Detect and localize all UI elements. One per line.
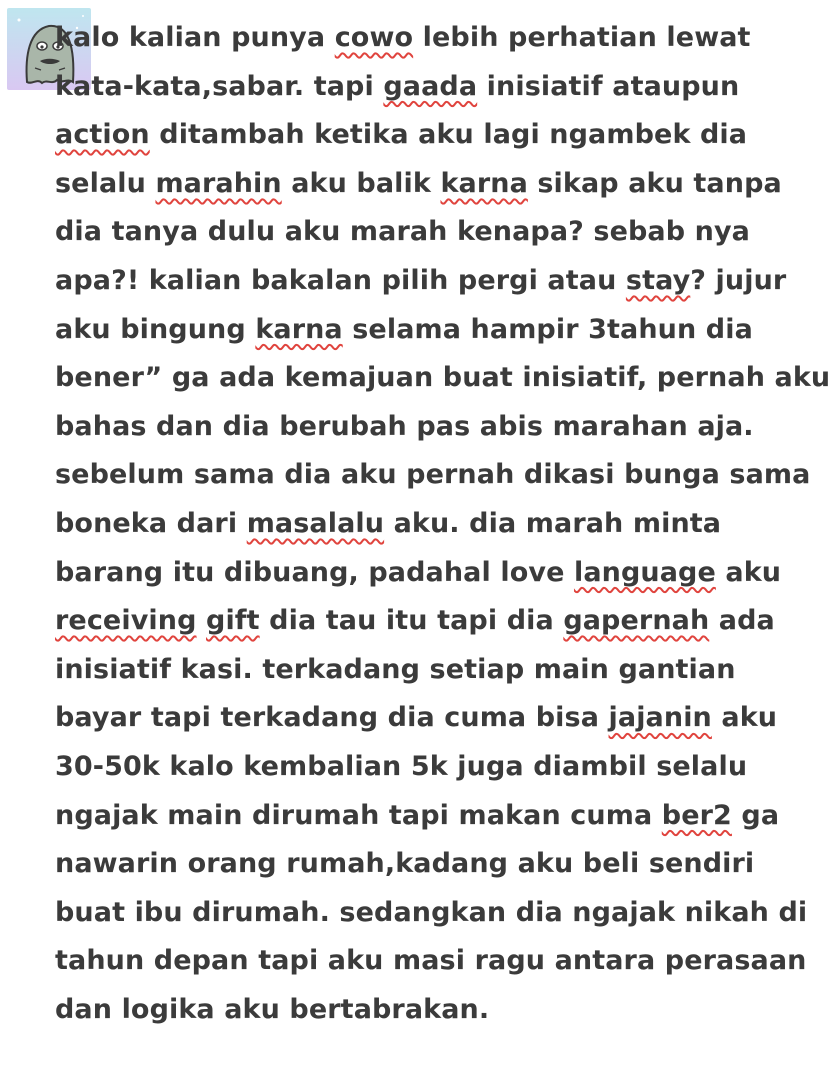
text-line (55, 306, 815, 355)
text-segment: ga (731, 799, 780, 831)
misspelled-word: receiving (55, 605, 197, 637)
text-segment: aku balik (281, 167, 441, 199)
text-line (55, 646, 815, 695)
text-segment: ? jujur (690, 264, 787, 296)
misspelled-word: marahin (155, 167, 282, 199)
text-segment: dan logika aku bertabrakan. (55, 993, 490, 1025)
text-segment: selama hampir 3tahun dia (342, 313, 753, 345)
misspelled-word: cowo (334, 22, 414, 53)
text-line (55, 937, 815, 986)
text-line (55, 986, 815, 1035)
text-line (55, 840, 815, 889)
misspelled-word: ber2 (661, 799, 732, 831)
text-segment: 30-50k kalo kembalian 5k juga diambil selalu (55, 750, 748, 782)
text-segment: sikap aku tanpa (527, 167, 782, 199)
text-line (55, 694, 815, 743)
text-line (55, 257, 815, 306)
text-line (55, 160, 815, 209)
text-segment: ditambah ketika aku lagi ngambek dia (149, 119, 748, 151)
text-segment: ada (709, 605, 775, 637)
text-segment: lebih perhatian lewat (413, 22, 751, 53)
text-line (55, 354, 831, 403)
text-segment: apa?! kalian bakalan pilih pergi atau (55, 264, 626, 296)
text-segment: sebelum sama dia aku pernah dikasi bunga sama (55, 459, 811, 491)
text-segment: inisiatif ataupun (477, 70, 740, 102)
text-line (55, 63, 815, 112)
misspelled-word: language (573, 556, 716, 588)
misspelled-word: stay (625, 264, 691, 296)
misspelled-word: karna (440, 167, 528, 199)
text-segment: buat ibu dirumah. sedangkan dia ngajak nikah di (55, 896, 808, 928)
misspelled-word: jajanin (608, 702, 712, 734)
text-segment: nawarin orang rumah,kadang aku beli sendiri (55, 848, 755, 880)
text-line (55, 451, 815, 500)
text-line (55, 500, 815, 549)
text-line (55, 111, 815, 160)
text-segment: dia tanya dulu aku marah kenapa? sebab nya (55, 216, 750, 248)
text-line (55, 549, 815, 598)
text-segment: boneka dari (55, 507, 247, 539)
misspelled-word: gapernah (563, 605, 710, 637)
text-line (55, 597, 815, 646)
text-line (55, 792, 815, 841)
text-segment: bahas dan dia berubah pas abis marahan aja. (55, 410, 754, 442)
misspelled-word: masalalu (246, 507, 385, 539)
text-segment (197, 605, 207, 636)
note-text (55, 14, 831, 1034)
text-segment: bener” ga ada kemajuan buat inisiatif, pernah aku (55, 362, 831, 394)
misspelled-word: gift (206, 605, 260, 637)
text-line (55, 743, 815, 792)
text-line (55, 208, 815, 257)
text-segment: kata-kata,sabar. tapi (55, 70, 384, 102)
text-segment: aku bingung (55, 313, 256, 345)
misspelled-word: action (55, 119, 150, 151)
text-segment: barang itu dibuang, padahal love (55, 556, 574, 588)
misspelled-word: karna (255, 313, 343, 345)
text-segment: inisiatif kasi. terkadang setiap main gantian (55, 653, 736, 685)
text-segment: aku (715, 556, 782, 588)
text-segment: aku. dia marah minta (384, 507, 722, 539)
text-line (55, 889, 815, 938)
text-segment: dia tau itu tapi dia (259, 605, 564, 637)
text-segment: aku (711, 702, 778, 734)
text-segment: bayar tapi terkadang dia cuma bisa (55, 702, 609, 734)
text-line (55, 403, 815, 452)
text-segment: tahun depan tapi aku masi ragu antara perasaan (55, 945, 807, 977)
text-line (55, 14, 815, 63)
misspelled-word: gaada (383, 70, 478, 102)
text-segment: selalu (55, 167, 156, 199)
text-segment: kalo kalian punya (55, 22, 335, 53)
text-segment: ngajak main dirumah tapi makan cuma (55, 799, 662, 831)
